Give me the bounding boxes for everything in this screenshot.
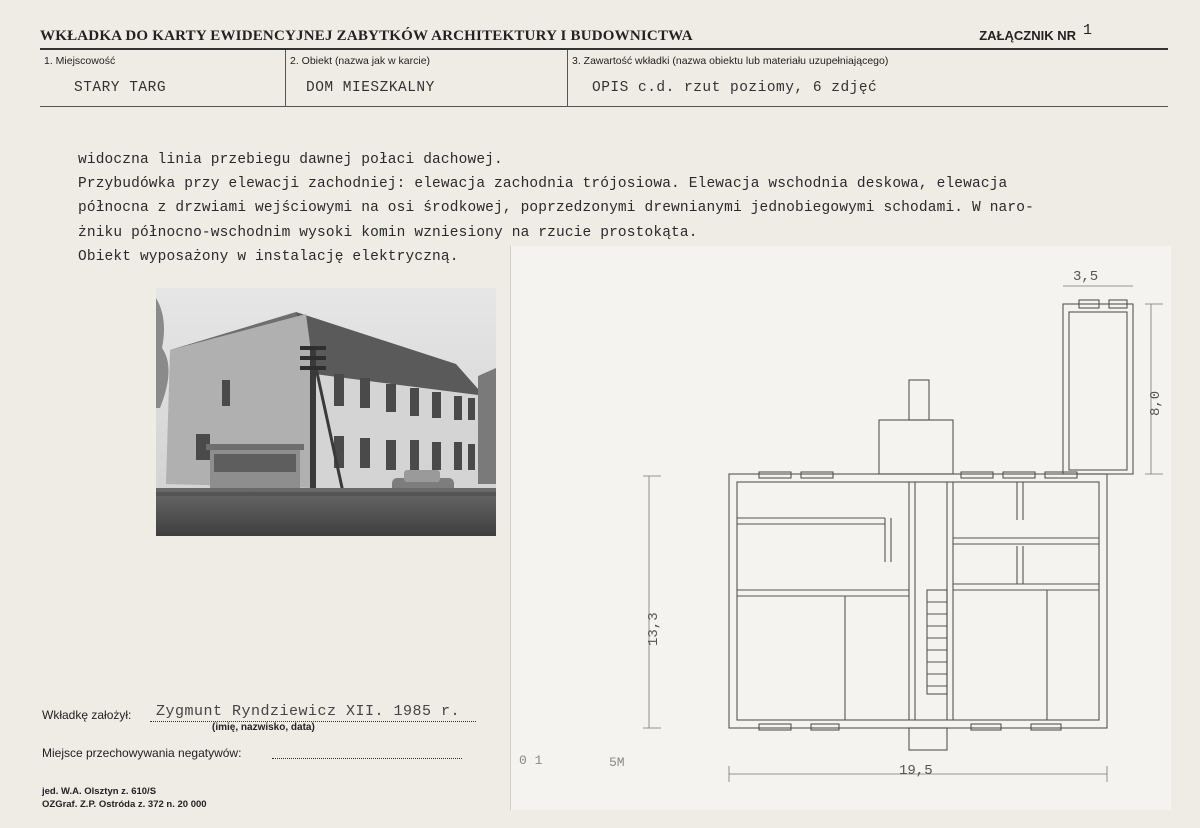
author-label: Wkładkę założył: — [42, 708, 132, 722]
imprint-line-1: jed. W.A. Olsztyn z. 610/S — [42, 786, 157, 797]
field-locality-value: STARY TARG — [74, 80, 167, 96]
description-line: Przybudówka przy elewacji zachodniej: elewacja zachodnia trójosiowa. Elewacja wschodnia deskowa, elewacja — [78, 176, 1008, 193]
field-locality-label: 1. Miejscowość — [44, 55, 116, 67]
storage-label: Miejsce przechowywania negatywów: — [42, 746, 242, 760]
scale-end: 5M — [609, 755, 625, 770]
plan-dim-top: 3,5 — [1073, 269, 1099, 285]
annex-number: 1 — [1082, 22, 1092, 39]
description-line: widoczna linia przebiegu dawnej połaci dachowej. — [78, 152, 503, 168]
building-photo — [156, 288, 496, 536]
plan-dim-bottom: 19,5 — [899, 763, 933, 779]
building-photo-graphic — [156, 288, 496, 536]
floor-plan-drawing — [511, 246, 1171, 810]
storage-line — [272, 758, 462, 759]
field-contents-value: OPIS c.d. rzut poziomy, 6 zdjęć — [592, 80, 878, 96]
imprint-line-2: OZGraf. Z.P. Ostróda z. 372 n. 20 000 — [42, 799, 207, 810]
header-row — [40, 22, 1168, 50]
field-contents-label: 3. Zawartość wkładki (nazwa obiektu lub materiału uzupełniającego) — [572, 55, 889, 67]
annex-label: ZAŁĄCZNIK NR — [979, 28, 1076, 43]
field-object — [286, 50, 568, 106]
scale-start: 0 1 — [519, 753, 543, 768]
description-line: północna z drzwiami wejściowymi na osi środkowej, poprzedzonymi drewnianymi jednobiegowymi schodami. W naro- — [78, 200, 1034, 217]
plan-dim-right: 8,0 — [1148, 390, 1164, 416]
author-sub: (imię, nazwisko, data) — [212, 722, 315, 733]
description-line: Obiekt wyposażony w instalację elektryczną. — [78, 248, 459, 265]
description-line: żniku północno-wschodnim wysoki komin wzniesiony na rzucie prostokąta. — [78, 224, 698, 241]
field-contents — [568, 50, 1168, 106]
field-locality — [40, 50, 286, 106]
floor-plan — [510, 246, 1171, 810]
form-title: WKŁADKA DO KARTY EWIDENCYJNEJ ZABYTKÓW ARCHITEKTURY I BUDOWNICTWA — [40, 28, 693, 44]
field-object-value: DOM MIESZKALNY — [306, 80, 435, 96]
plan-dim-left: 13,3 — [646, 612, 662, 646]
field-object-label: 2. Obiekt (nazwa jak w karcie) — [290, 55, 431, 67]
author-value: Zygmunt Ryndziewicz XII. 1985 r. — [156, 703, 461, 720]
fields-row — [40, 50, 1168, 107]
